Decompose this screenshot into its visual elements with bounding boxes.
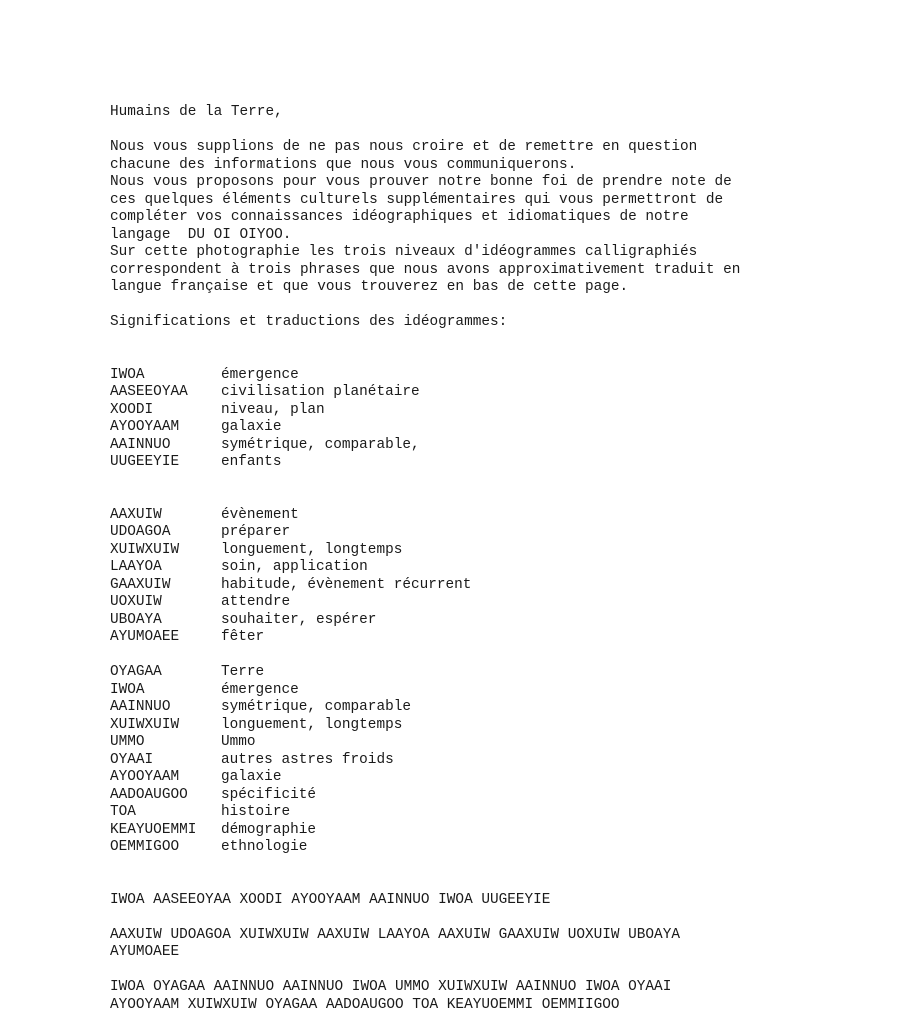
vocab-group-2 <box>110 507 870 647</box>
phrase-line: AYUMOAEE <box>110 944 180 960</box>
spacer <box>110 472 870 507</box>
section-heading: Significations et traductions des idéogrammes: <box>110 314 508 330</box>
vocab-meaning: fêter <box>221 629 265 645</box>
vocab-meaning: souhaiter, espérer <box>221 611 377 628</box>
vocab-term: AASEEOYAA <box>110 384 188 400</box>
vocab-term: XOODI <box>110 401 154 418</box>
vocab-meaning: enfants <box>221 454 282 470</box>
vocab-entry <box>110 367 870 385</box>
spacer <box>110 297 870 315</box>
vocab-meaning: histoire <box>221 804 291 820</box>
vocab-meaning: évènement <box>221 506 299 523</box>
vocab-term: AADOAUGOO <box>110 786 188 803</box>
spacer <box>110 962 870 980</box>
vocab-entry <box>110 769 870 787</box>
intro-line: Nous vous supplions de ne pas nous croire et de remettre en question <box>110 139 698 155</box>
vocab-meaning: émergence <box>221 681 299 698</box>
vocab-meaning: longuement, longtemps <box>221 541 403 558</box>
vocab-entry <box>110 419 870 437</box>
phrase-line: IWOA AASEEOYAA XOODI AYOOYAAM AAINNUO IWOA UUGEEYIE <box>110 891 551 908</box>
vocab-term: IWOA <box>110 366 145 383</box>
vocab-term: GAAXUIW <box>110 576 171 593</box>
intro-line: compléter vos connaissances idéographiques et idiomatiques de notre <box>110 209 689 225</box>
spacer <box>110 909 870 927</box>
vocab-term: OEMMIGOO <box>110 839 180 855</box>
vocab-term: AYOOYAAM <box>110 419 180 435</box>
vocab-meaning: galaxie <box>221 769 282 785</box>
spacer <box>110 122 870 140</box>
vocab-meaning: civilisation planétaire <box>221 384 420 400</box>
vocab-entry <box>110 612 870 630</box>
vocab-meaning: ethnologie <box>221 839 308 855</box>
phrase-line: IWOA OYAGAA AAINNUO AAINNUO IWOA UMMO XUIWXUIW AAINNUO IWOA OYAAI <box>110 979 672 995</box>
vocab-meaning: symétrique, comparable, <box>221 436 420 453</box>
vocab-term: XUIWXUIW <box>110 541 180 558</box>
intro-line: langage DU OI OIYOO. <box>110 226 292 243</box>
intro-line: langue française et que vous trouverez en bas de cette page. <box>110 279 629 295</box>
vocab-entry <box>110 822 870 840</box>
phrase-1 <box>110 892 870 910</box>
vocab-entry <box>110 524 870 542</box>
vocab-term: UOXUIW <box>110 594 162 610</box>
vocab-term: UDOAGOA <box>110 524 171 540</box>
vocab-meaning: préparer <box>221 524 291 540</box>
vocab-entry <box>110 717 870 735</box>
vocab-term: OYAGAA <box>110 664 162 680</box>
vocab-entry <box>110 577 870 595</box>
vocab-term: OYAAI <box>110 751 154 768</box>
vocab-entry <box>110 839 870 857</box>
spacer <box>110 647 870 665</box>
vocab-meaning: soin, application <box>221 559 368 575</box>
vocab-meaning: autres astres froids <box>221 751 394 768</box>
vocab-entry <box>110 682 870 700</box>
phrase-line: AAXUIW UDOAGOA XUIWXUIW AAXUIW LAAYOA AAXUIW GAAXUIW UOXUIW UBOAYA <box>110 926 680 943</box>
vocab-entry <box>110 384 870 402</box>
intro-line: chacune des informations que nous vous communiquerons. <box>110 156 577 173</box>
phrase-3 <box>110 979 870 1014</box>
intro-line: Sur cette photographie les trois niveaux d'idéogrammes calligraphiés <box>110 244 698 260</box>
vocab-term: AYUMOAEE <box>110 629 180 645</box>
vocab-meaning: niveau, plan <box>221 401 325 418</box>
vocab-term: AAINNUO <box>110 436 171 453</box>
salutation: Humains de la Terre, <box>110 104 283 120</box>
vocab-term: LAAYOA <box>110 559 162 575</box>
vocab-term: AAXUIW <box>110 506 162 523</box>
vocab-entry <box>110 437 870 455</box>
vocab-term: AYOOYAAM <box>110 769 180 785</box>
vocab-term: TOA <box>110 804 136 820</box>
vocab-meaning: Terre <box>221 664 265 680</box>
vocab-term: AAINNUO <box>110 699 171 715</box>
intro-paragraph <box>110 139 870 297</box>
vocab-entry <box>110 664 870 682</box>
vocab-entry <box>110 559 870 577</box>
spacer <box>110 332 870 367</box>
phrase-line: AYOOYAAM XUIWXUIW OYAGAA AADOAUGOO TOA KEAYUOEMMI OEMMIIGOO <box>110 996 620 1013</box>
document-page <box>110 104 870 1014</box>
vocab-term: IWOA <box>110 681 145 698</box>
vocab-meaning: attendre <box>221 594 291 610</box>
vocab-entry <box>110 804 870 822</box>
vocab-meaning: démographie <box>221 821 316 838</box>
vocab-entry <box>110 787 870 805</box>
vocab-term: XUIWXUIW <box>110 716 180 733</box>
vocab-meaning: émergence <box>221 366 299 383</box>
vocab-entry <box>110 629 870 647</box>
vocab-entry <box>110 734 870 752</box>
spacer <box>110 857 870 892</box>
vocab-meaning: galaxie <box>221 419 282 435</box>
vocab-term: UMMO <box>110 734 145 750</box>
vocab-group-1 <box>110 367 870 472</box>
vocab-term: KEAYUOEMMI <box>110 821 197 838</box>
intro-line: Nous vous proposons pour vous prouver notre bonne foi de prendre note de <box>110 174 732 190</box>
vocab-group-3 <box>110 664 870 857</box>
phrase-2 <box>110 927 870 962</box>
vocab-entry <box>110 699 870 717</box>
intro-line: ces quelques éléments culturels supplémentaires qui vous permettront de <box>110 191 724 208</box>
vocab-entry <box>110 594 870 612</box>
intro-line: correspondent à trois phrases que nous avons approximativement traduit en <box>110 261 741 278</box>
vocab-meaning: spécificité <box>221 786 316 803</box>
vocab-entry <box>110 454 870 472</box>
vocab-term: UUGEEYIE <box>110 454 180 470</box>
vocab-entry <box>110 507 870 525</box>
vocab-meaning: longuement, longtemps <box>221 716 403 733</box>
vocab-meaning: symétrique, comparable <box>221 699 411 715</box>
vocab-meaning: habitude, évènement récurrent <box>221 576 472 593</box>
vocab-meaning: Ummo <box>221 734 256 750</box>
vocab-entry <box>110 542 870 560</box>
vocab-term: UBOAYA <box>110 611 162 628</box>
vocab-entry <box>110 402 870 420</box>
vocab-entry <box>110 752 870 770</box>
